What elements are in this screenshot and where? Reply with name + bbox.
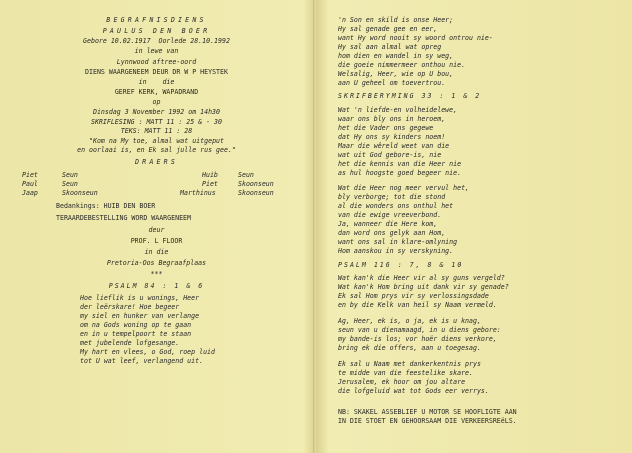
pallbearer-relation: Skoonseun (238, 189, 274, 197)
hymn-line: Ek sal Hom prys vir sy verlossingsdade (338, 292, 489, 300)
psalm-84-line: der leërskare! Hoe begeer (80, 303, 180, 311)
hymn-line: Hom aanskou in sy verskyning. (338, 247, 454, 255)
pallbearer-relation: Seun (62, 180, 78, 188)
pallbearer-relation: Seun (238, 171, 254, 179)
hymn-line: bly verborge; tot die stond (338, 193, 446, 201)
hymn-line: aan U geheel om toevertrou. (338, 79, 446, 87)
hymn-line: wat uit God gebore-is, nie (338, 151, 442, 159)
psalm-84-heading: PSALM 84 : 1 & 6 (108, 282, 205, 290)
psalm-84-line: en in u tempelpoort te staan (80, 330, 192, 338)
service-title: BEGRAFNISDIENS (106, 16, 207, 24)
hymn-line: te midde van die feestelike skare. (338, 369, 473, 377)
hymn-line: Welsalig, Heer, wie op U bou, (338, 70, 454, 78)
pallbearers-heading: DRAERS (134, 158, 179, 166)
psalm-84-line: my siel en hunker van verlange (80, 312, 200, 320)
psalm-84-line: met jubelende lofgesange. (80, 339, 180, 347)
hymn-line: dat Hy ons sy kinders noem! (338, 133, 446, 141)
skrifberyming-heading: SKRIFBERYMING 33 : 1 & 2 (338, 92, 482, 100)
hymn-line: 'n Son en skild is onse Heer; (338, 16, 454, 24)
pallbearer-relation: Skoonseun (62, 189, 98, 197)
church-name: GEREF KERK, WAPADRAND (114, 88, 199, 96)
hymn-line: want Hy word nooit sy woord ontrou nie- (338, 34, 493, 42)
hymn-line: hom dien en wandel in sy weg, (338, 52, 454, 60)
psalm-116-heading: PSALM 116 : 7, 8 & 10 (338, 261, 464, 269)
hymn-line: Ja, wanneer die Here kom, (338, 220, 438, 228)
hymn-line: waar ons bly ons in heroem, (338, 115, 446, 123)
cemetery-name: Pretoria-Oos Begraafplaas (106, 259, 207, 267)
hymn-line: seun van u dienamaagd, in u diens gebore: (338, 326, 501, 334)
pallbearer-relation: Skoonseun (238, 180, 274, 188)
op-label: op (152, 98, 161, 106)
service-date-time: Dinsdag 3 November 1992 om 14h30 (92, 108, 221, 116)
psalm-84-line: My hart en vlees, o God, roep luid (80, 348, 215, 356)
hymn-line: Hy sal genade gee en eer, (338, 25, 438, 33)
psalm-84-line: om na Gods woning op te gaan (80, 321, 192, 329)
hymn-line: het die Vader ons gegewe (338, 124, 434, 132)
hymn-line: dan word ons gelyk aan Hom, (338, 229, 446, 237)
pallbearer-name: Huib (202, 171, 218, 179)
hymn-line: want ons sal in klare-omlyning (338, 238, 458, 246)
hymn-line: die lofgeluid wat tot Gods eer verrys. (338, 387, 489, 395)
quote-line-1: "Kom na My toe, almal wat uitgeput (89, 137, 224, 145)
burial-officiant: PROF. L FLOOR (130, 237, 183, 245)
burial-line: TERAARDEBESTELLING WORD WAARGENEEM (56, 214, 191, 222)
hymn-line: as hul hoogste goed begeer nie. (338, 169, 462, 177)
pallbearer-relation: Seun (62, 171, 78, 179)
thanks-line: Bedankings: HUIB DEN BOER (56, 202, 156, 210)
in-die-1: in die (138, 78, 175, 86)
in-lewe-van: in lewe van (134, 47, 179, 55)
hymn-line: Ek sal u Naam met dankerkentnis prys (338, 360, 481, 368)
hymn-line: het die kennis van die Heer nie (338, 160, 462, 168)
hymn-line: bring ek die offers, aan u toegesag. (338, 344, 481, 352)
notice-line-1: NB: SKAKEL ASSEBLIEF U MOTOR SE HOOFLIGTE AAN (338, 408, 517, 416)
notice-line-2: IN DIE STOET EN GEHOORSAAM DIE VERKEERSREëLS. (338, 417, 517, 425)
hymn-line: al die wonders ons onthul het (338, 202, 454, 210)
hymn-line: Wat die Heer nog meer vervul het, (338, 184, 470, 192)
birth-death-dates: Gebore 10.02.1917 Oorlede 28.10.1992 (83, 37, 230, 45)
separator-stars: *** (150, 270, 163, 278)
right-page (316, 0, 632, 453)
pallbearer-name: Jaap (22, 189, 38, 197)
hymn-line: Hy sal aan almal wat opreg (338, 43, 442, 51)
service-officiant: DIENS WAARGENEEM DEUR DR W P HEYSTEK (85, 68, 228, 76)
hymn-line: Wat 'n liefde-en volheidelewe, (338, 106, 458, 114)
hymn-line: Ag, Heer, ek is, o ja, ek is u knag, (338, 317, 481, 325)
retirement-home: Lynnwood aftree-oord (116, 58, 197, 66)
deur-label: deur (148, 226, 165, 234)
quote-line-2: en oorlaai is, en Ek sal julle rus gee." (77, 146, 236, 154)
pallbearer-name: Paul (22, 180, 38, 188)
hymn-line: Jerusalem, ek hoor om jou altare (338, 378, 466, 386)
scripture-reading: SKRIFLESING : MATT 11 : 25 & - 30 (90, 118, 222, 126)
pallbearer-name: Piet (202, 180, 218, 188)
hymn-line: Wat kan'k die Heer vir al sy guns vergeld? (338, 274, 505, 282)
psalm-84-line: tot U wat leef, verlangend uit. (80, 357, 204, 365)
pallbearer-name: Marthinus (180, 189, 216, 197)
hymn-line: en by die Kelk van heil sy Naam vermeld. (338, 301, 497, 309)
hymn-line: die goeie nimmermeer onthou nie. (338, 61, 466, 69)
pallbearer-name: Piet (22, 171, 38, 179)
sermon-text: TEKS: MATT 11 : 28 (120, 127, 193, 135)
psalm-84-line: Hoe lieflik is u wonings, Heer (80, 294, 200, 302)
hymn-line: Maar die wêreld weet van die (338, 142, 450, 150)
deceased-name: PAULUS DEN BOER (102, 27, 211, 35)
hymn-line: van die ewige vreeverbond. (338, 211, 442, 219)
hymn-line: my bande-is los; vor hoër diens verkore, (338, 335, 497, 343)
hymn-line: Wat kan'k Hom bring uit dank vir sy genade? (338, 283, 509, 291)
in-die-2: in die (144, 248, 169, 256)
left-page (0, 0, 313, 453)
